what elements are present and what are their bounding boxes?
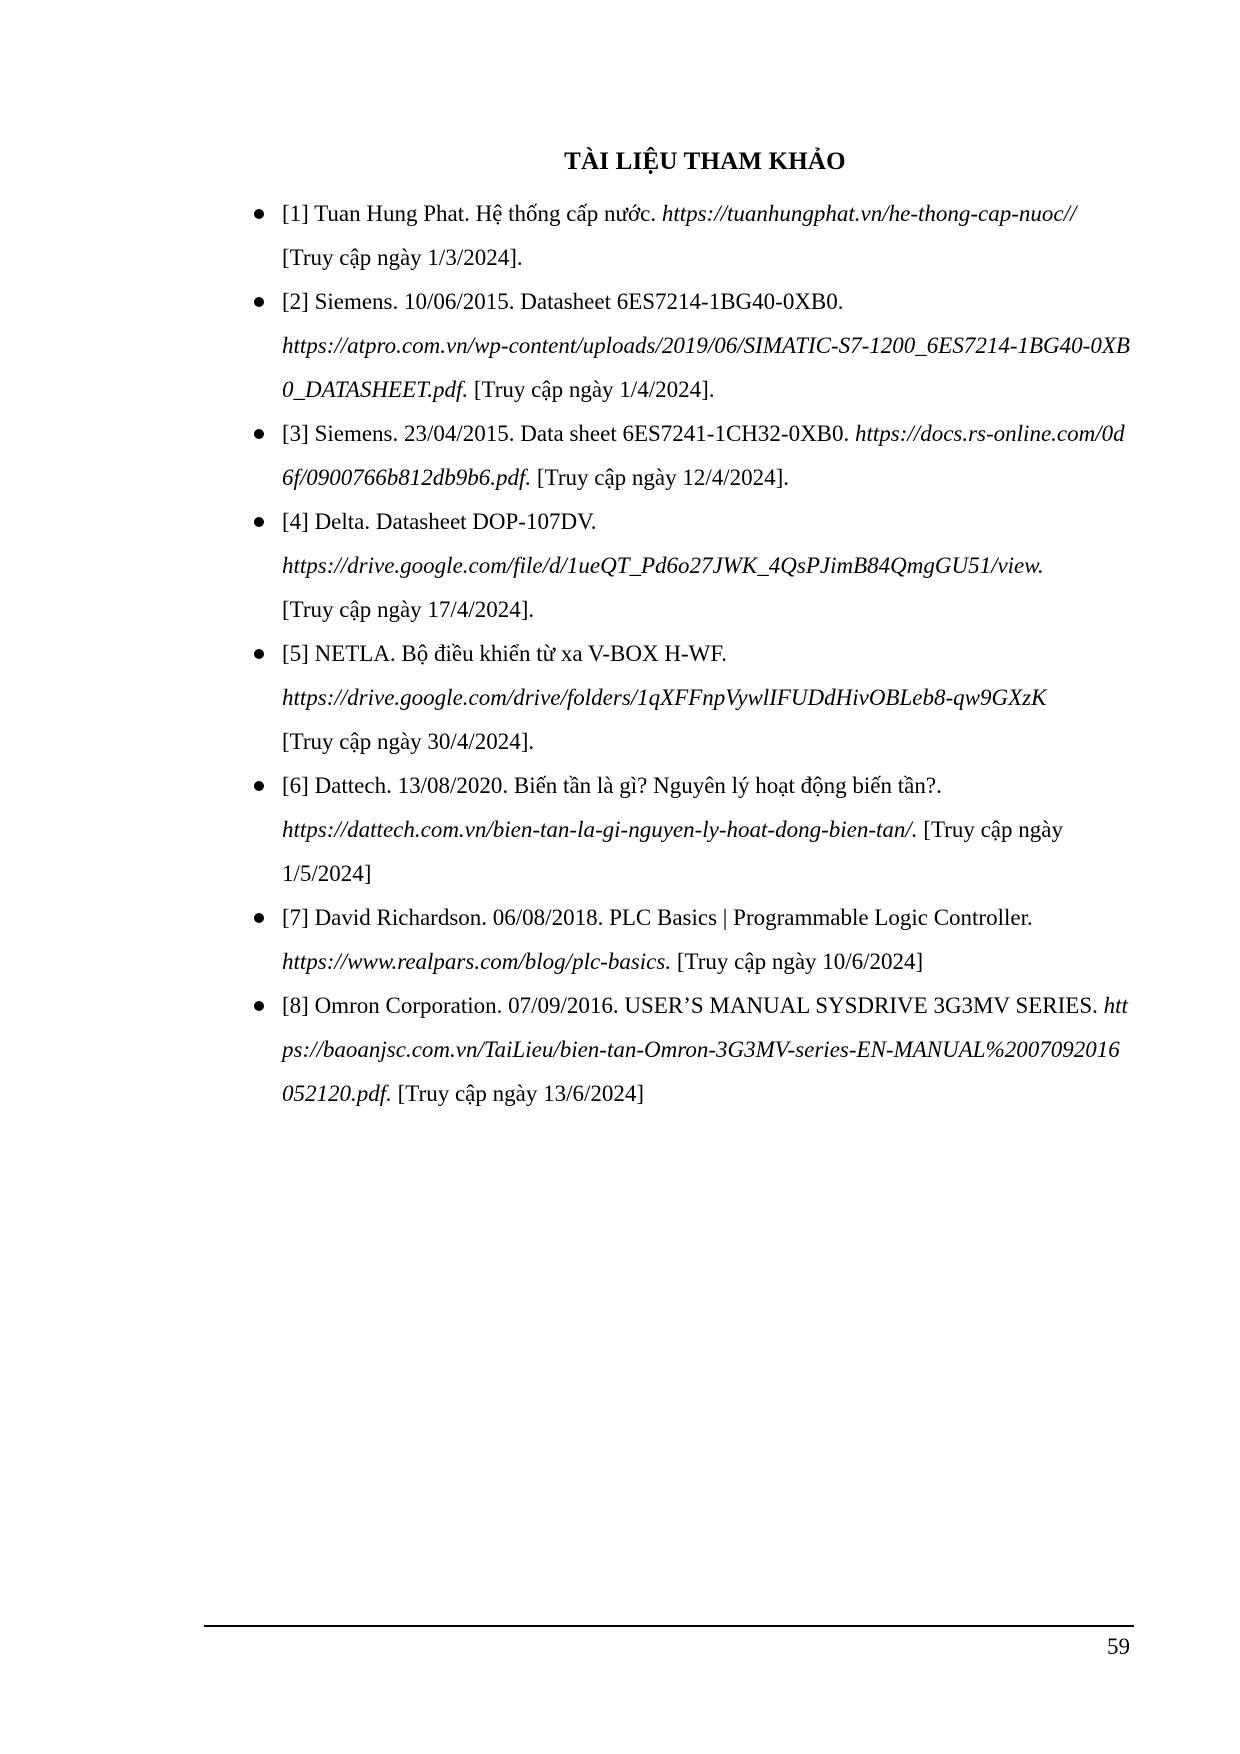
reference-item — [240, 764, 1130, 896]
reference-url[interactable]: https://dattech.com.vn/bien-tan-la-gi-nguyen-ly-hoat-dong-bien-tan/. — [282, 817, 918, 842]
reference-item — [240, 412, 1130, 500]
reference-access-date: [Truy cập ngày 10/6/2024] — [671, 949, 924, 974]
reference-list — [240, 192, 1130, 1116]
reference-url[interactable]: https://www.realpars.com/blog/plc-basics. — [282, 949, 672, 974]
reference-item — [240, 984, 1130, 1116]
bullet-icon — [254, 297, 264, 307]
reference-access-date: [Truy cập ngày 30/4/2024]. — [282, 729, 535, 754]
reference-access-date: [Truy cập ngày 12/4/2024]. — [531, 465, 790, 490]
reference-url[interactable]: https://baoanjsc.com.vn/TaiLieu/bien-tan-Omron-3G3MV-series-EN-MANUAL%2007092016052120.pdf. — [282, 993, 1128, 1106]
reference-text: [1] Tuan Hung Phat. Hệ thống cấp nước. — [282, 201, 662, 226]
reference-access-date: [Truy cập ngày 1/4/2024]. — [468, 377, 715, 402]
page-title: TÀI LIỆU THAM KHẢO — [564, 148, 846, 175]
reference-url[interactable]: https://docs.rs-online.com/0d6f/0900766b812db9b6.pdf. — [282, 421, 1125, 490]
footer-divider — [204, 1625, 1134, 1627]
reference-url[interactable]: https://drive.google.com/drive/folders/1qXFFnpVywlIFUDdHivOBLeb8-qw9GXzK — [282, 685, 1047, 710]
reference-url[interactable]: https://atpro.com.vn/wp-content/uploads/2019/06/SIMATIC-S7-1200_6ES7214-1BG40-0XB0_DATASHEET.pdf. — [282, 333, 1130, 402]
reference-item — [240, 500, 1130, 632]
reference-text: [4] Delta. Datasheet DOP-107DV. — [282, 509, 597, 534]
bullet-icon — [254, 1001, 264, 1011]
reference-item — [240, 280, 1130, 412]
reference-text: [7] David Richardson. 06/08/2018. PLC Basics | Programmable Logic Controller. — [282, 905, 1033, 930]
reference-text: [2] Siemens. 10/06/2015. Datasheet 6ES7214-1BG40-0XB0. — [282, 289, 844, 314]
bullet-icon — [254, 209, 264, 219]
reference-access-date: [Truy cập ngày 1/3/2024]. — [282, 245, 523, 270]
reference-text: [6] Dattech. 13/08/2020. Biến tần là gì? Nguyên lý hoạt động biến tần?. — [282, 773, 942, 798]
bullet-icon — [254, 781, 264, 791]
reference-text: [8] Omron Corporation. 07/09/2016. USER’S MANUAL SYSDRIVE 3G3MV SERIES. — [282, 993, 1104, 1018]
reference-url[interactable]: https://drive.google.com/file/d/1ueQT_Pd6o27JWK_4QsPJimB84QmgGU51/view. — [282, 553, 1044, 578]
reference-item — [240, 896, 1130, 984]
reference-item — [240, 192, 1130, 280]
bullet-icon — [254, 517, 264, 527]
reference-url[interactable]: https://tuanhungphat.vn/he-thong-cap-nuoc// — [661, 201, 1077, 226]
reference-access-date: [Truy cập ngày 13/6/2024] — [391, 1081, 645, 1106]
page-number: 59 — [1107, 1634, 1130, 1659]
bullet-icon — [254, 913, 264, 923]
reference-text: [5] NETLA. Bộ điều khiển từ xa V-BOX H-WF. — [282, 641, 728, 666]
reference-access-date: [Truy cập ngày 17/4/2024]. — [282, 597, 535, 622]
reference-access-date: [Truy cập ngày 1/5/2024] — [282, 817, 1063, 886]
bullet-icon — [254, 429, 264, 439]
reference-item — [240, 632, 1130, 764]
bullet-icon — [254, 649, 264, 659]
reference-text: [3] Siemens. 23/04/2015. Data sheet 6ES7241-1CH32-0XB0. — [282, 421, 856, 446]
